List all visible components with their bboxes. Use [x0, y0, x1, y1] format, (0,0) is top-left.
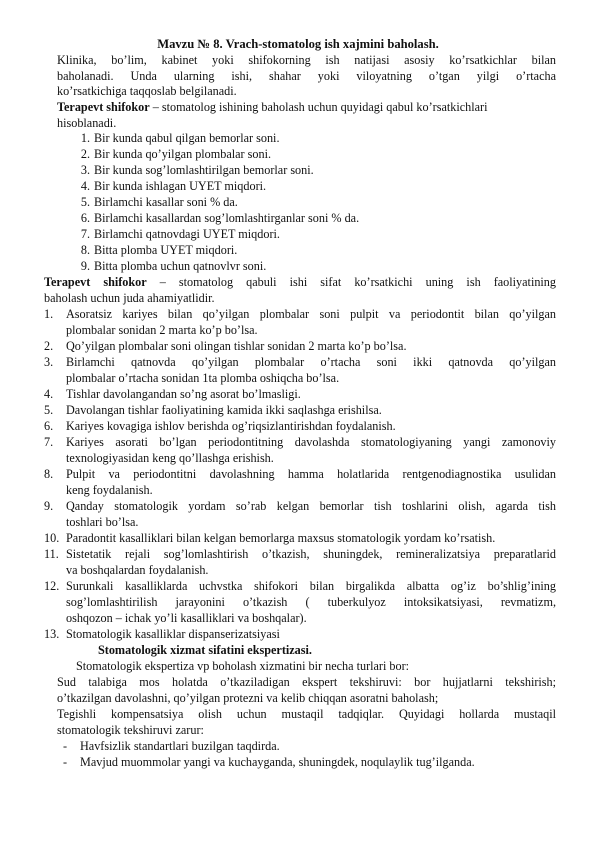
list-item-cont: va boshqalardan foydalanish.: [66, 563, 209, 577]
intro-line-2: baholanadi. Unda ularning ishi, shahar yoki viloyatning o’tgan yilgi o’rtacha: [57, 69, 556, 83]
comp-line-1: Tegishli kompensatsiya olish uchun mustaqil tadqiqlar. Quyidagi hollarda mustaqil: [57, 707, 556, 721]
section-subtitle: Stomatologik xizmat sifatini ekspertizasi.: [98, 643, 312, 657]
list-item-cont: plombalar o’rtacha sonidan 1ta plomba oshiqcha bo’lsa.: [66, 371, 340, 385]
list-number: 2.: [44, 339, 54, 353]
list-item: Bir kunda qabul qilgan bemorlar soni.: [94, 131, 280, 145]
dash-item: Havfsizlik standartlari buzilgan taqdirda.: [80, 739, 280, 753]
list-number: 3.: [80, 163, 90, 177]
list-item: Kariyes asorati bo’lgan periodontitning davolashda stomatologiyaning yangi zamonoviy: [66, 435, 556, 449]
therapist-text-2b: baholash uchun juda ahamiyatlidir.: [44, 291, 215, 305]
list-number: 10.: [44, 531, 60, 545]
therapist-text-2: – stomatolog qabuli ishi sifat ko’rsatkichi uning ish faoliyatining: [146, 275, 556, 289]
list-item-cont: texnologiyasidan keng qo’llashga erishish.: [66, 451, 274, 465]
list-item: Bitta plomba uchun qatnovlvr soni.: [94, 259, 267, 273]
expert-intro: Stomatologik ekspertiza vp boholash xizmatini bir necha turlari bor:: [76, 659, 410, 673]
list-item: Birlamchi kasallardan sog’lomlashtirganlar soni % da.: [94, 211, 360, 225]
list-item: Qanday stomatologik yordam so’rab kelgan bemorlar tish toshlarini olish, agarda tish: [66, 499, 556, 513]
intro-line-3: ko’rsatkichiga taqqoslab belgilanadi.: [57, 84, 237, 98]
list-number: 13.: [44, 627, 60, 641]
dash-bullet: -: [63, 739, 68, 753]
page-title: Mavzu № 8. Vrach-stomatolog ish xajmini baholash.: [157, 37, 439, 51]
list-item-cont: keng foydalanish.: [66, 483, 153, 497]
list-item: Birlamchi qatnovda qo’yilgan plombalar o’rtacha soni ikki qatnovda qo’yilgan: [66, 355, 556, 369]
list-number: 6.: [80, 211, 90, 225]
list-number: 2.: [80, 147, 90, 161]
court-line-1: Sud talabiga mos holatda o’tkaziladigan ekspert tekshiruvi: bor hujjatlarni tekshirish;: [57, 675, 556, 689]
list-item: Tishlar davolangandan so’ng asorat bo’lmasligi.: [66, 387, 301, 401]
list-number: 8.: [44, 467, 54, 481]
list-number: 8.: [80, 243, 90, 257]
list-item: Davolangan tishlar faoliyatining kamida ikki saqlashga erishilsa.: [66, 403, 382, 417]
list-number: 7.: [80, 227, 90, 241]
list-number: 7.: [44, 435, 54, 449]
list-item: Bir kunda ishlagan UYET miqdori.: [94, 179, 267, 193]
list-number: 1.: [44, 307, 54, 321]
list-item: Bir kunda sog’lomlashtirilgan bemorlar soni.: [94, 163, 314, 177]
court-line-2: o’tkazilgan davolashni, qo’yilgan protezni va kelib chiqqan asoratni baholash;: [57, 691, 439, 705]
list-number: 4.: [44, 387, 54, 401]
list-item-cont: plombalar sonidan 2 marta ko’p bo’lsa.: [66, 323, 258, 337]
list-item-cont: toshlari bo’lsa.: [66, 515, 139, 529]
list-item: Bitta plomba UYET miqdori.: [94, 243, 238, 257]
list-item: Kariyes kovagiga ishlov berishda og’riqsizlantirishdan foydalanish.: [66, 419, 396, 433]
list-item-cont: sog’lomlashtirilish jarayonini o’tkazish ( tuberkulyoz intoksikatsiyasi, revmatizm,: [66, 595, 556, 609]
therapist-text-1: – stomatolog ishining baholash uchun quyidagi qabul ko’rsatkichlari: [149, 100, 488, 114]
therapist-heading-2: [44, 275, 556, 291]
list-item: Pulpit va periodontitni davolashning hamma holatlarida rentgenodiagnostika usulidan: [66, 467, 556, 481]
therapist-text-1b: hisoblanadi.: [57, 116, 117, 130]
dash-bullet: -: [63, 755, 68, 769]
therapist-label-2: Terapevt shifokor: [44, 275, 147, 289]
list-item: Birlamchi qatnovdagi UYET miqdori.: [94, 227, 280, 241]
list-number: 9.: [80, 259, 90, 273]
list-number: 1.: [80, 131, 90, 145]
list-item: Qo’yilgan plombalar soni olingan tishlar sonidan 2 marta ko’p bo’lsa.: [66, 339, 407, 353]
list-item: Asoratsiz kariyes bilan qo’yilgan plombalar soni pulpit va periodontit bilan qo’yilgan: [66, 307, 556, 321]
therapist-heading-1: [57, 100, 577, 116]
list-number: 4.: [80, 179, 90, 193]
list-number: 5.: [80, 195, 90, 209]
list-number: 5.: [44, 403, 54, 417]
list-item: Stomatologik kasalliklar dispanserizatsiyasi: [66, 627, 280, 641]
list-number: 9.: [44, 499, 54, 513]
intro-line-1: Klinika, bo’lim, kabinet yoki shifokorning ish natijasi asosiy ko’rsatkichlar bilan: [57, 53, 556, 67]
list-number: 6.: [44, 419, 54, 433]
therapist-label-1: Terapevt shifokor: [57, 100, 150, 114]
list-item-cont: oshqozon – ichak yo’li kasalliklari va boshqalar).: [66, 611, 307, 625]
list-item: Sistetatik rejali sog’lomlashtirish o’tkazish, shuningdek, remineralizatsiya preparatlarid: [66, 547, 556, 561]
list-number: 11.: [44, 547, 59, 561]
list-item: Paradontit kasalliklari bilan kelgan bemorlarga maxsus stomatologik yordam ko’rsatish.: [66, 531, 496, 545]
dash-item: Mavjud muommolar yangi va kuchayganda, shuningdek, noqulaylik tug’ilganda.: [80, 755, 475, 769]
list-number: 3.: [44, 355, 54, 369]
list-item: Surunkali kasalliklarda uchvstka shifokori bilan birgalikda albatta og’iz bo’shlig’ining: [66, 579, 556, 593]
list-number: 12.: [44, 579, 60, 593]
list-item: Birlamchi kasallar soni % da.: [94, 195, 238, 209]
comp-line-2: stomatologik tekshiruvi zarur:: [57, 723, 204, 737]
list-item: Bir kunda qo’yilgan plombalar soni.: [94, 147, 272, 161]
